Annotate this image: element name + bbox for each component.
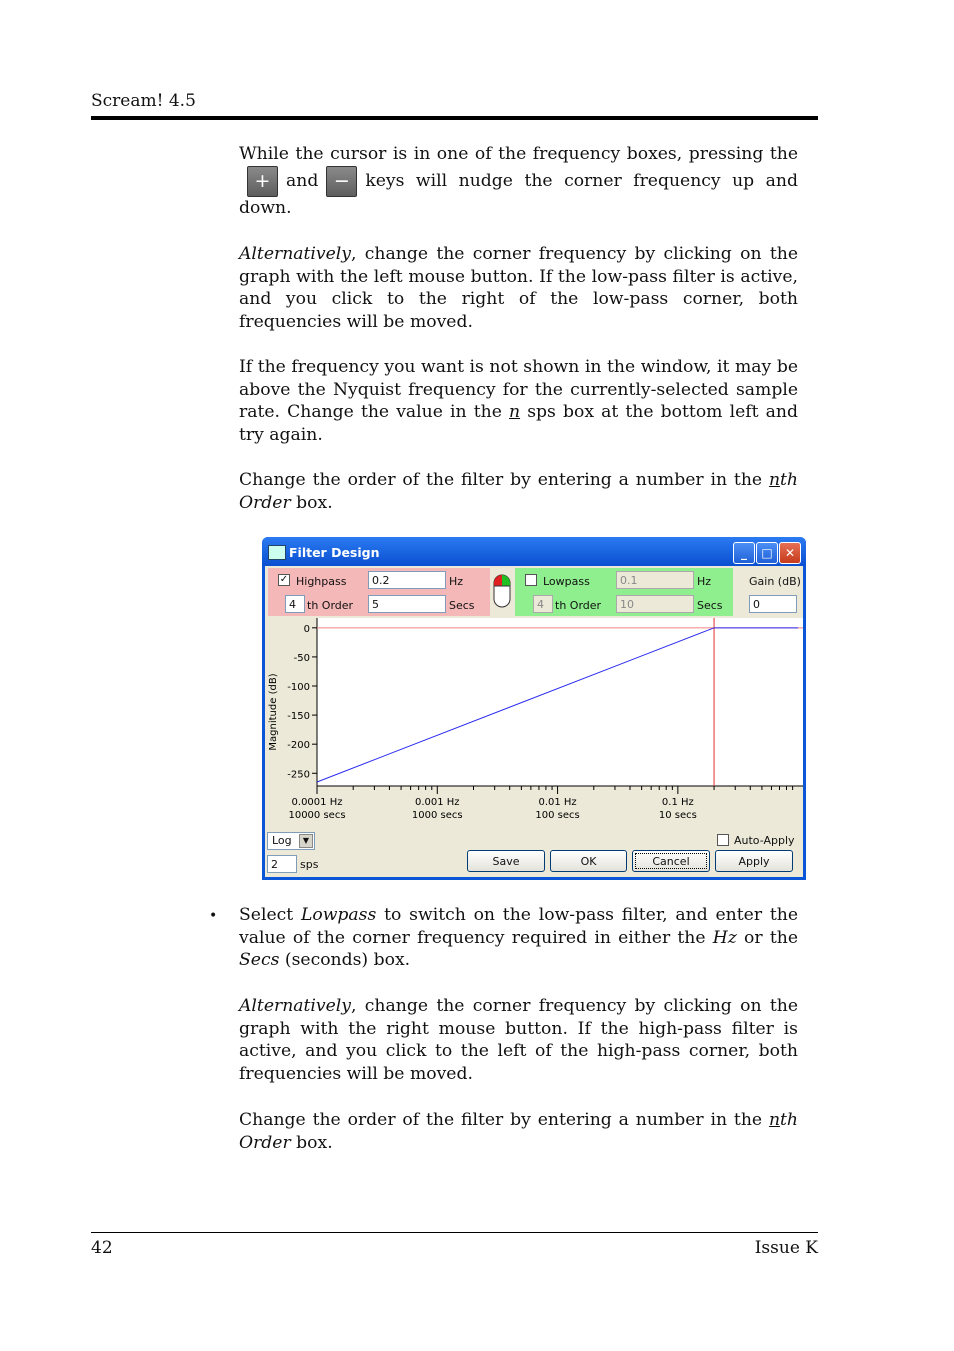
- highpass-hz-unit: Hz: [449, 575, 464, 588]
- ok-button[interactable]: OK: [550, 850, 627, 872]
- lowpass-secs-unit: Secs: [697, 599, 723, 612]
- lowpass-hz-unit: Hz: [697, 575, 712, 588]
- x-tick-label-secs: 1000 secs: [411, 810, 463, 821]
- paragraph-order-2: Change the order of the filter by entering a number in the nth Order box.: [239, 1110, 798, 1153]
- auto-apply-checkbox[interactable]: [717, 834, 729, 846]
- highpass-order-input[interactable]: 4: [285, 595, 305, 613]
- lowpass-order-input[interactable]: 4: [533, 595, 553, 613]
- paragraph-alt-left: Alternatively, change the corner frequency by clicking on the graph with the left mouse button. If the low-pass filter is active, and you click to the right of the low-pass corner, both frequencies will be moved.: [239, 244, 798, 333]
- apply-button[interactable]: Apply: [715, 850, 793, 872]
- gain-input[interactable]: 0: [749, 595, 797, 613]
- highpass-secs-input[interactable]: 5: [368, 595, 446, 613]
- paragraph-nyquist: If the frequency you want is not shown in the window, it may be above the Nyquist frequency for the currently-selected sample rate. Change the value in the n sps box at the bottom left and try again.: [239, 357, 798, 446]
- auto-apply-label: Auto-Apply: [734, 834, 795, 847]
- footer-rule: [91, 1232, 818, 1233]
- lowpass-secs-input[interactable]: 10: [616, 595, 694, 613]
- sps-input[interactable]: 2: [267, 855, 297, 873]
- x-tick-label-hz: 0.0001 Hz: [291, 797, 343, 808]
- minus-key-icon: −: [326, 166, 357, 197]
- gain-label: Gain (dB): [749, 575, 801, 588]
- y-axis-label: Magnitude (dB): [268, 673, 279, 751]
- bullet-marker: •: [209, 908, 218, 924]
- x-tick-label-hz: 0.01 Hz: [538, 797, 577, 808]
- highpass-checkbox[interactable]: ✓: [279, 574, 289, 585]
- header-rule: [91, 116, 818, 120]
- paragraph-nudge: While the cursor is in one of the frequency boxes, pressing the + and − keys will nudge the corner frequency up and down.: [239, 144, 798, 218]
- issue-label: Issue K: [754, 1238, 818, 1258]
- y-tick-label: 0: [303, 623, 310, 635]
- y-tick-label: -150: [287, 711, 310, 723]
- close-icon[interactable]: ✕: [779, 542, 801, 564]
- paragraph-alt-right: Alternatively, change the corner frequency by clicking on the graph with the right mouse button. If the high-pass filter is active, and you click to the left of the high-pass corner, both frequencies will be moved.: [239, 996, 798, 1085]
- x-tick-label-secs: 10000 secs: [288, 810, 346, 821]
- y-tick-label: -200: [287, 740, 310, 752]
- lowpass-checkbox[interactable]: [525, 574, 537, 586]
- plot-area[interactable]: [317, 618, 803, 786]
- y-tick-label: -250: [287, 769, 310, 781]
- cancel-button[interactable]: Cancel: [632, 850, 710, 872]
- y-tick-label: -50: [293, 652, 310, 664]
- highpass-secs-unit: Secs: [449, 599, 475, 612]
- paragraph-order-1: Change the order of the filter by entering a number in the nth Order box.: [239, 470, 798, 513]
- title-bar: [262, 537, 806, 566]
- highpass-label: Highpass: [296, 575, 347, 588]
- save-button[interactable]: Save: [467, 850, 545, 872]
- paragraph-lowpass: Select Lowpass to switch on the low-pass filter, and enter the value of the corner frequency required in either the Hz or the Secs (seconds) box.: [239, 905, 798, 971]
- lowpass-order-label: th Order: [555, 599, 602, 612]
- magnitude-plot[interactable]: [265, 618, 803, 828]
- window-title: Filter Design: [289, 545, 380, 560]
- maximize-icon[interactable]: □: [756, 542, 778, 564]
- lowpass-hz-input[interactable]: 0.1: [616, 571, 694, 589]
- highpass-panel: [268, 568, 490, 616]
- gain-panel: [737, 568, 801, 616]
- running-header: Scream! 4.5: [91, 91, 196, 111]
- y-tick-label: -100: [287, 682, 310, 693]
- filter-design-window: [262, 537, 806, 880]
- scale-select[interactable]: Log ▼: [267, 832, 315, 850]
- sps-label: sps: [300, 858, 319, 871]
- app-icon: [268, 545, 286, 560]
- chevron-down-icon[interactable]: ▼: [299, 834, 313, 848]
- lowpass-panel: [515, 568, 733, 616]
- plus-key-icon: +: [247, 166, 278, 197]
- x-tick-label-secs: 100 secs: [535, 810, 580, 821]
- x-tick-label-hz: 0.1 Hz: [661, 797, 694, 808]
- minimize-icon[interactable]: _: [733, 542, 755, 564]
- x-tick-label-hz: 0.001 Hz: [414, 797, 460, 808]
- mouse-icon: [493, 574, 511, 608]
- x-tick-label-secs: 10 secs: [658, 810, 697, 821]
- highpass-order-label: th Order: [307, 599, 354, 612]
- lowpass-label: Lowpass: [543, 575, 590, 588]
- dialog-client: [265, 566, 803, 877]
- highpass-hz-input[interactable]: 0.2: [368, 571, 446, 589]
- page-number: 42: [91, 1238, 113, 1258]
